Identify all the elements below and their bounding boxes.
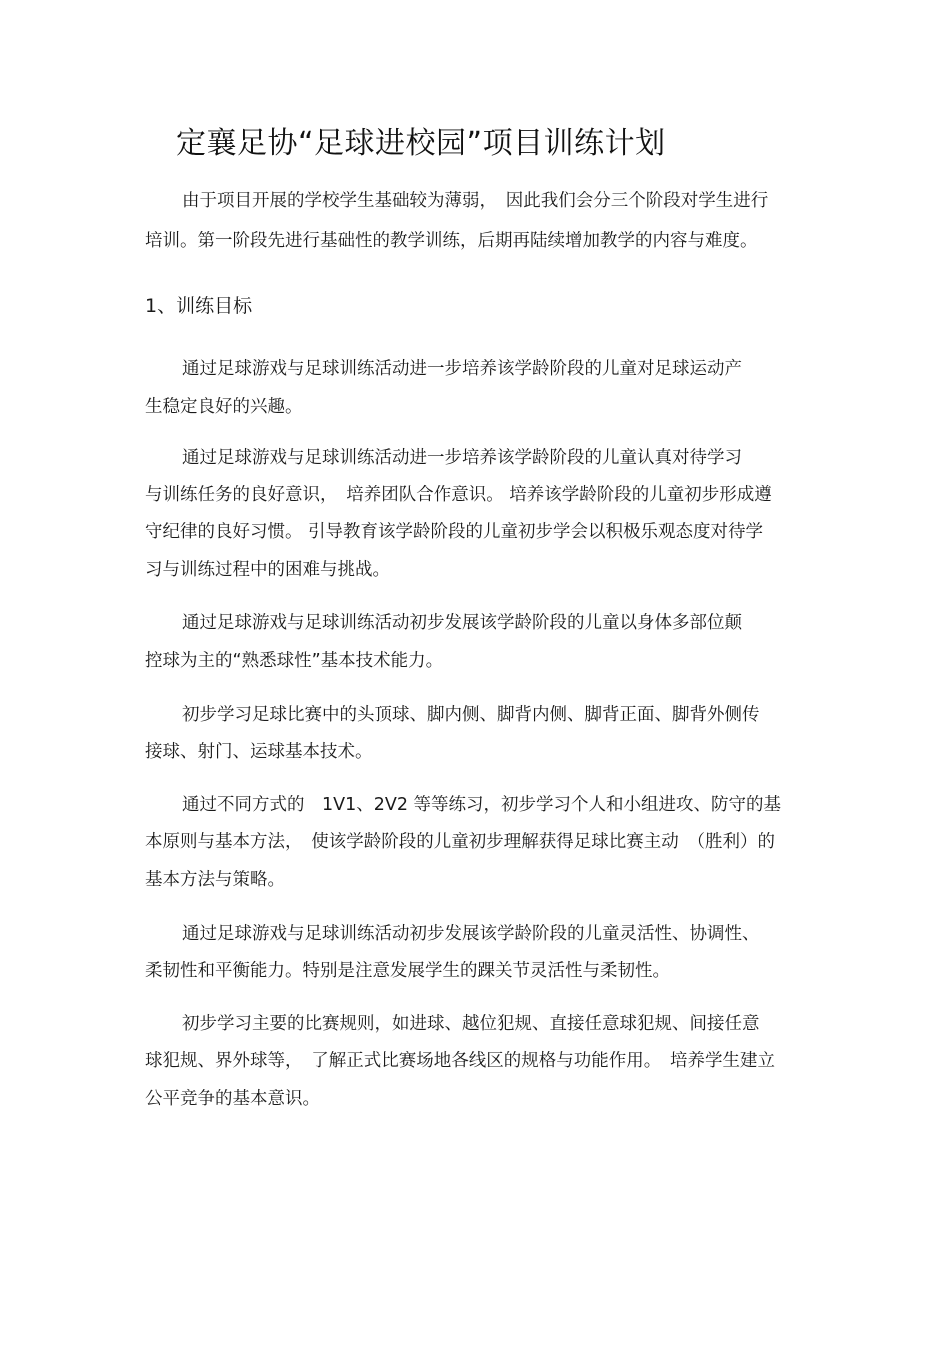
goal-7-line-1: 初步学习主要的比赛规则，如进球、越位犯规、直接任意球犯规、间接任意: [182, 1014, 760, 1034]
goal-5-line-3: 基本方法与策略。: [145, 870, 285, 890]
goal-2-line-4: 习与训练过程中的困难与挑战。: [145, 560, 390, 580]
goal-4-line-1: 初步学习足球比赛中的头顶球、脚内侧、脚背内侧、脚背正面、脚背外侧传: [182, 705, 760, 725]
intro-line-2: 培训。第一阶段先进行基础性的教学训练，后期再陆续增加教学的内容与难度。: [145, 231, 758, 251]
goal-6-line-1: 通过足球游戏与足球训练活动初步发展该学龄阶段的儿童灵活性、协调性、: [182, 924, 760, 944]
section-heading-training-goals: 1、训练目标: [145, 295, 253, 317]
goal-1-line-2: 生稳定良好的兴趣。: [145, 397, 303, 417]
goal-7-line-2: 球犯规、界外球等， 了解正式比赛场地各线区的规格与功能作用。 培养学生建立: [145, 1051, 775, 1071]
intro-line-1: 由于项目开展的学校学生基础较为薄弱， 因此我们会分三个阶段对学生进行: [182, 191, 769, 211]
document-title: 定襄足协“足球进校园”项目训练计划: [176, 126, 666, 161]
goal-6-line-2: 柔韧性和平衡能力。特别是注意发展学生的踝关节灵活性与柔韧性。: [145, 961, 670, 981]
goal-7-line-3: 公平竞争的基本意识。: [145, 1089, 320, 1109]
goal-3-line-1: 通过足球游戏与足球训练活动初步发展该学龄阶段的儿童以身体多部位颠: [182, 613, 742, 633]
goal-1-line-1: 通过足球游戏与足球训练活动进一步培养该学龄阶段的儿童对足球运动产: [182, 359, 742, 379]
goal-5-line-2: 本原则与基本方法， 使该学龄阶段的儿童初步理解获得足球比赛主动 （胜利）的: [145, 832, 775, 852]
goal-2-line-1: 通过足球游戏与足球训练活动进一步培养该学龄阶段的儿童认真对待学习: [182, 448, 742, 468]
goal-4-line-2: 接球、射门、运球基本技术。: [145, 742, 373, 762]
goal-2-line-3: 守纪律的良好习惯。 引导教育该学龄阶段的儿童初步学会以积极乐观态度对待学: [145, 522, 764, 542]
goal-2-line-2: 与训练任务的良好意识， 培养团队合作意识。 培养该学龄阶段的儿童初步形成遵: [145, 485, 772, 505]
goal-5-line-1: 通过不同方式的 1V1、2V2 等等练习，初步学习个人和小组进攻、防守的基: [182, 795, 782, 815]
goal-3-line-2: 控球为主的“熟悉球性”基本技术能力。: [145, 651, 444, 671]
